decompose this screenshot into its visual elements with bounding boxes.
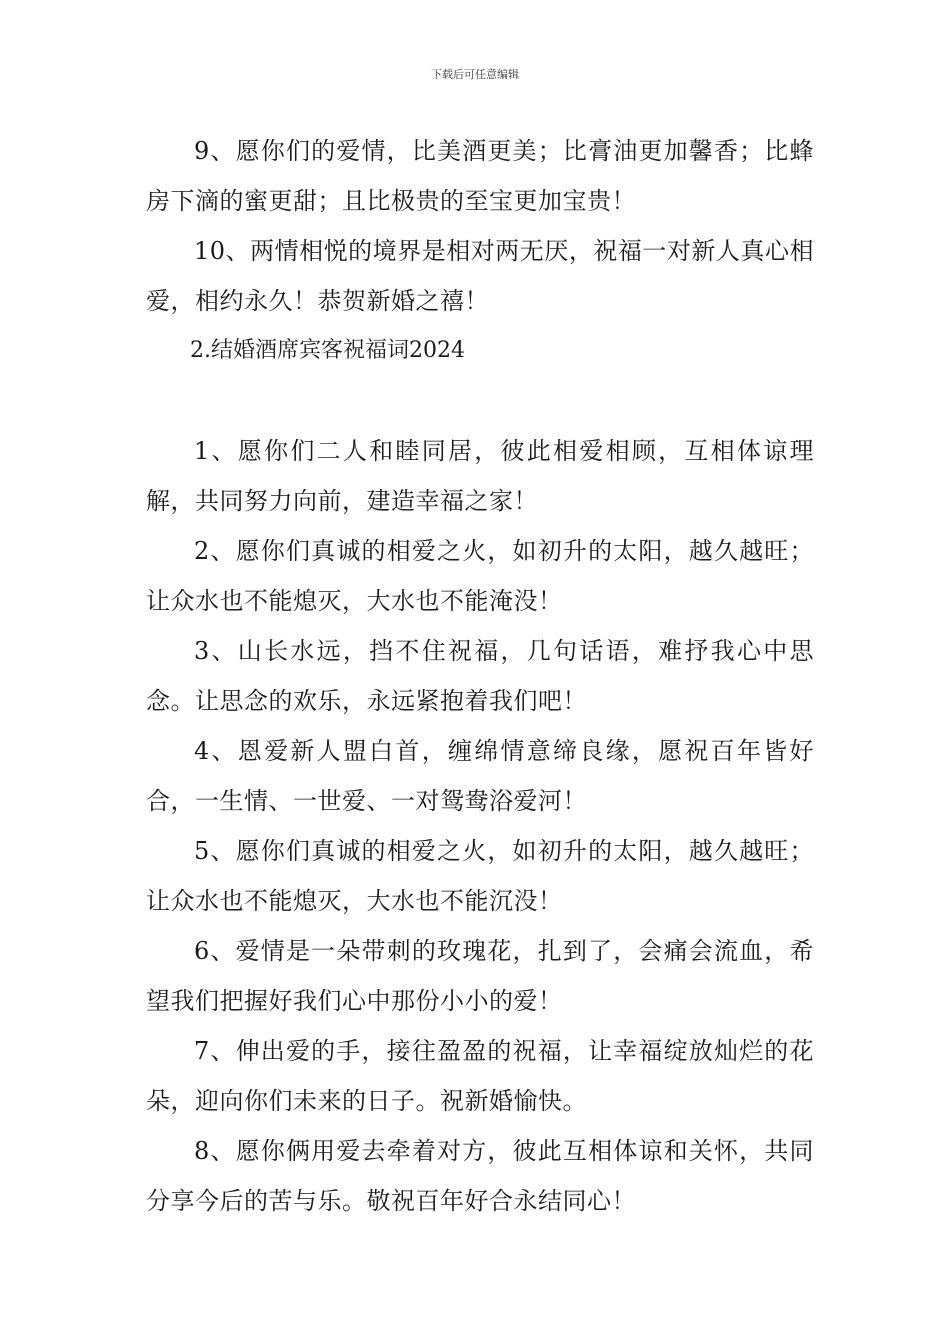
- blessing-paragraph: 8、愿你俩用爱去牵着对方，彼此互相体谅和关怀，共同分享今后的苦与乐。敬祝百年好合永结同心！: [146, 1137, 814, 1215]
- blessing-paragraph: 3、山长水远，挡不住祝福，几句话语，难抒我心中思念。让思念的欢乐，永远紧抱着我们吧！: [146, 637, 814, 715]
- document-body: [146, 126, 814, 1226]
- blessing-paragraph: 7、伸出爱的手，接往盈盈的祝福，让幸福绽放灿烂的花朵，迎向你们未来的日子。祝新婚愉快。: [146, 1037, 814, 1115]
- blessing-paragraph: 10、两情相悦的境界是相对两无厌，祝福一对新人真心相爱，相约永久！恭贺新婚之禧！: [146, 237, 814, 315]
- blessing-paragraph: 1、愿你们二人和睦同居，彼此相爱相顾，互相体谅理解，共同努力向前，建造幸福之家！: [146, 437, 814, 515]
- blessing-paragraph: 2、愿你们真诚的相爱之火，如初升的太阳，越久越旺；让众水也不能熄灭，大水也不能淹没！: [146, 537, 814, 615]
- blank-line: [146, 376, 814, 426]
- header-note: 下载后可任意编辑: [431, 68, 519, 81]
- blessing-paragraph: 5、愿你们真诚的相爱之火，如初升的太阳，越久越旺；让众水也不能熄灭，大水也不能沉没！: [146, 837, 814, 915]
- blessing-paragraph: 4、恩爱新人盟白首，缠绵情意缔良缘，愿祝百年皆好合，一生情、一世爱、一对鸳鸯浴爱河！: [146, 737, 814, 815]
- blessing-paragraph: 6、爱情是一朵带刺的玫瑰花，扎到了，会痛会流血，希望我们把握好我们心中那份小小的爱！: [146, 937, 814, 1015]
- section-heading: 2.结婚酒席宾客祝福词2024: [190, 338, 465, 363]
- blessing-paragraph: 9、愿你们的爱情，比美酒更美；比膏油更加馨香；比蜂房下滴的蜜更甜；且比极贵的至宝更加宝贵！: [146, 137, 814, 215]
